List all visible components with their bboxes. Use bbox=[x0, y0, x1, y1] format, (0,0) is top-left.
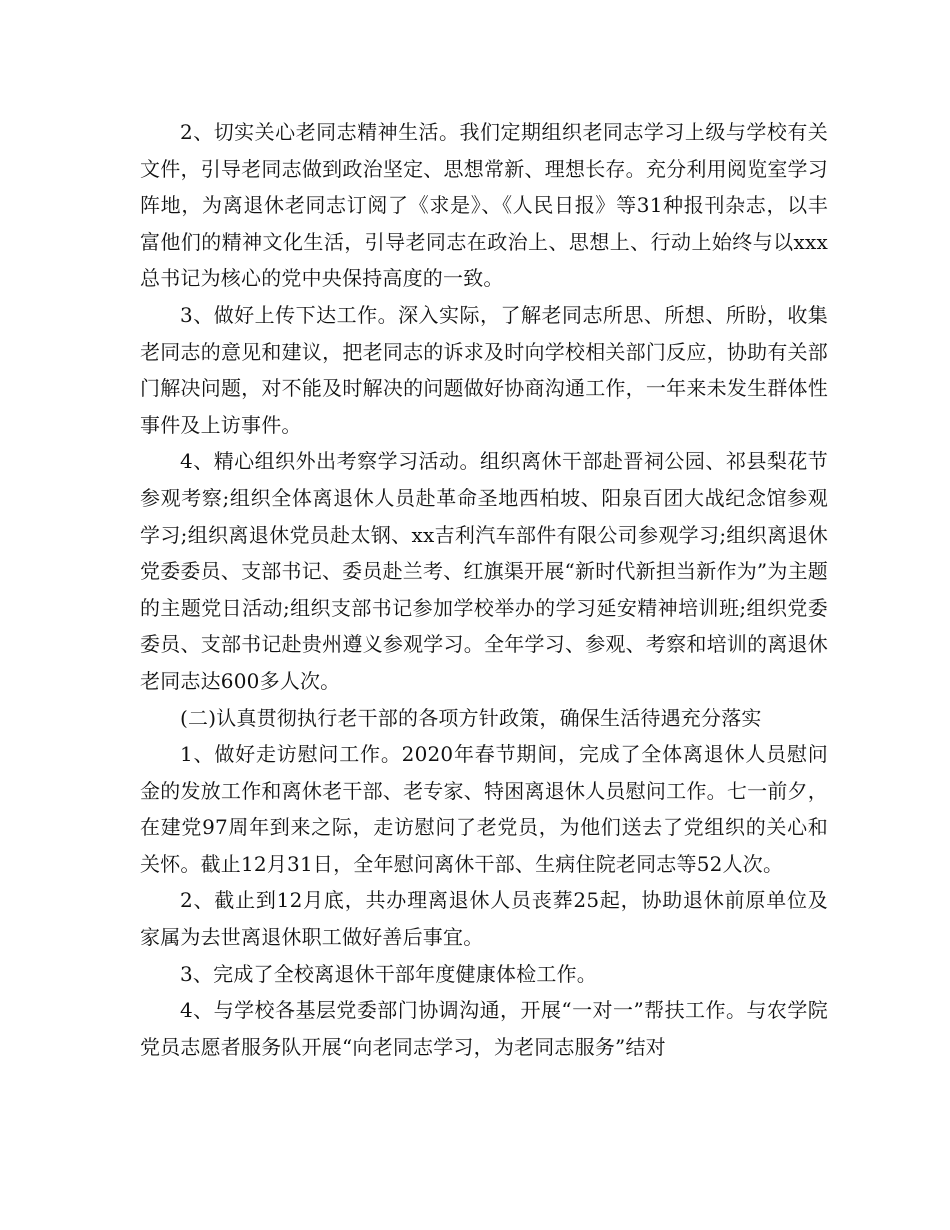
paragraph-spiritual-life: 2、切实关心老同志精神生活。我们定期组织老同志学习上级与学校有关文件，引导老同志做到政治坚定、思想常新、理想长存。充分利用阅览室学习阵地，为离退休老同志订阅了《求是》、《人民日报》等31种报刊杂志，以丰富他们的精神文化生活，引导老同志在政治上、思想上、行动上始终与以xxx总书记为核心的党中央保持高度的一致。 bbox=[140, 120, 828, 291]
document-body bbox=[140, 114, 828, 1065]
paragraph-funerals: 2、截止到12月底，共办理离退休人员丧葬25起，协助退休前原单位及家属为去世离退休职工做好善后事宜。 bbox=[140, 888, 828, 950]
paragraph-health-check: 3、完成了全校离退休干部年度健康体检工作。 bbox=[180, 961, 597, 986]
paragraph-study-trips: 4、精心组织外出考察学习活动。组织离休干部赴晋祠公园、祁县梨花节参观考察;组织全体离退休人员赴革命圣地西柏坡、阳泉百团大战纪念馆参观学习;组织离退休党员赴太钢、xx吉利汽车部件有限公司参观学习;组织离退休党委委员、支部书记、委员赴兰考、红旗渠开展“新时代新担当新作为”为主题的主题党日活动;组织支部书记参加学校举办的学习延安精神培训班;组织党委委员、支部书记赴贵州遵义参观学习。全年学习、参观、考察和培训的离退休老同志达600多人次。 bbox=[140, 449, 828, 693]
section-heading-policies: (二)认真贯彻执行老干部的各项方针政策，确保生活待遇充分落实 bbox=[180, 705, 762, 730]
paragraph-assistance: 4、与学校各基层党委部门协调沟通，开展“一对一”帮扶工作。与农学院党员志愿者服务队开展“向老同志学习，为老同志服务”结对 bbox=[140, 998, 828, 1059]
paragraph-communication: 3、做好上传下达工作。深入实际，了解老同志所思、所想、所盼，收集老同志的意见和建议，把老同志的诉求及时向学校相关部门反应，协助有关部门解决问题，对不能及时解决的问题做好协商沟通工作，一年来未发生群体性事件及上访事件。 bbox=[140, 302, 828, 437]
paragraph-visits: 1、做好走访慰问工作。2020年春节期间，完成了全体离退休人员慰问金的发放工作和离休老干部、老专家、特困离退休人员慰问工作。七一前夕，在建党97周年到来之际，走访慰问了老党员，为他们送去了党组织的关心和关怀。截止12月31日，全年慰问离休干部、生病住院老同志等52人次。 bbox=[140, 742, 828, 876]
